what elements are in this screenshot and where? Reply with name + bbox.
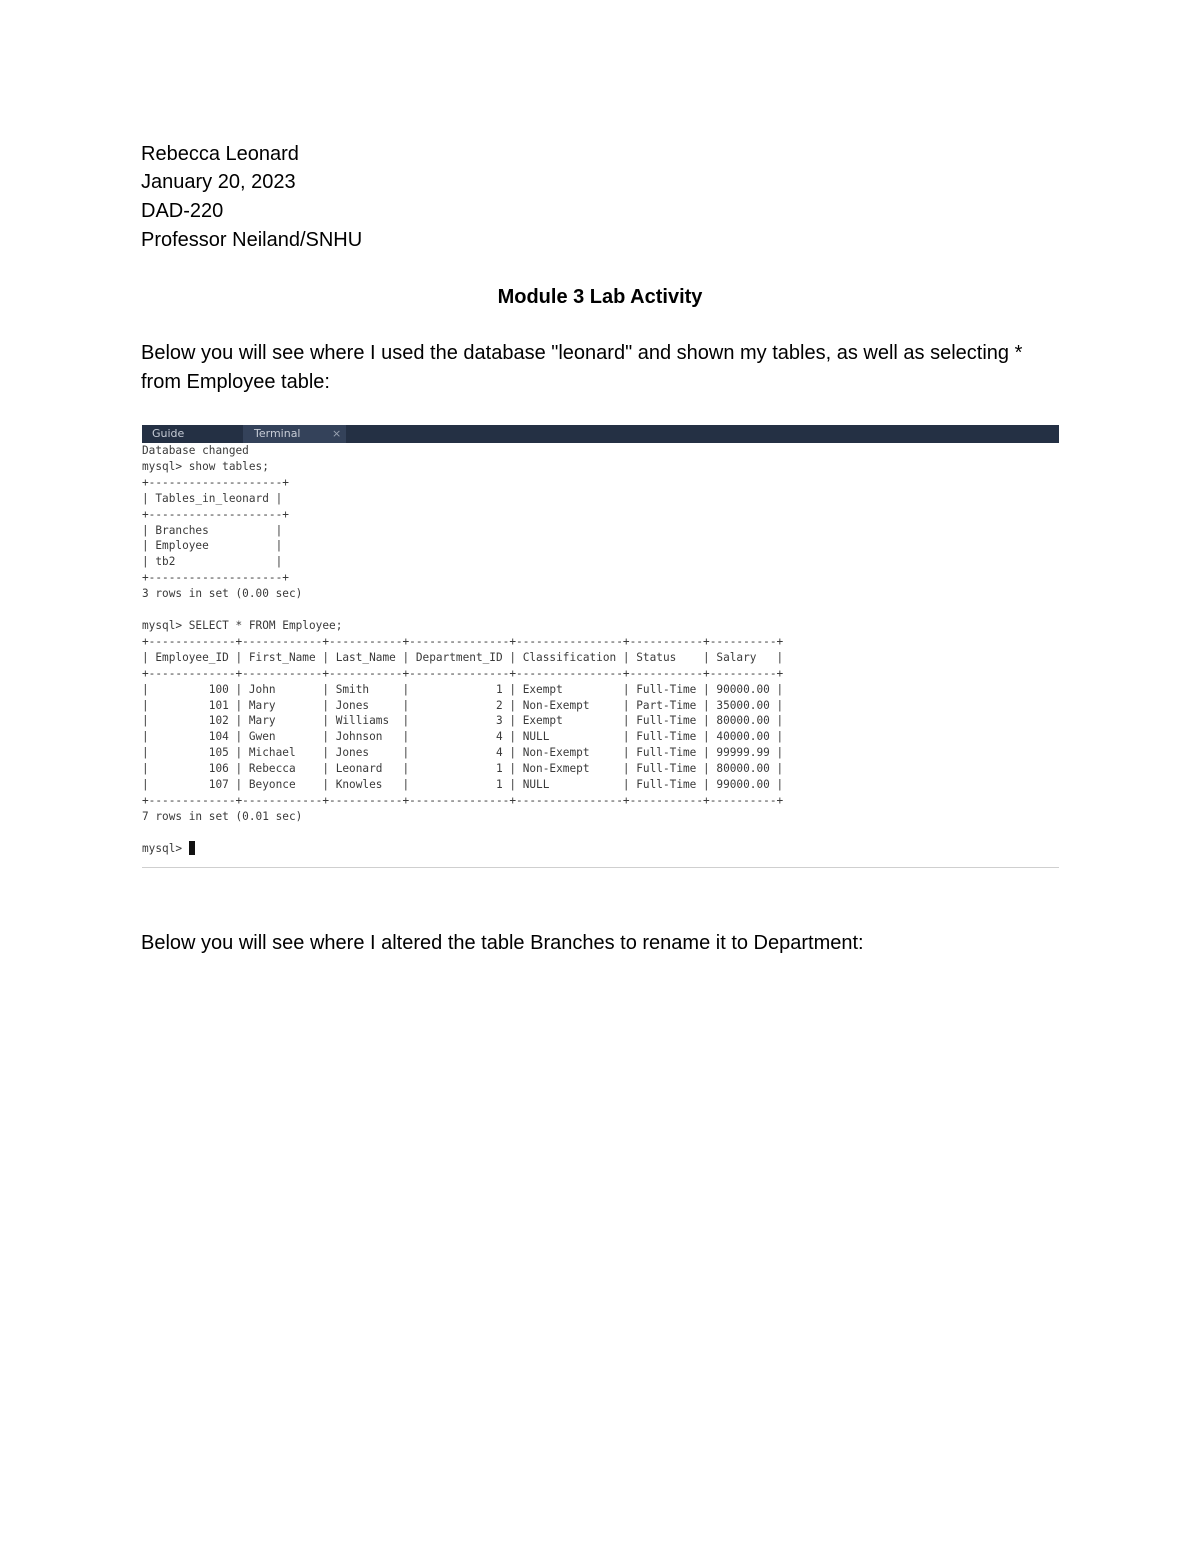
terminal-output bbox=[142, 443, 1059, 867]
terminal-line: | Employee | bbox=[142, 539, 283, 553]
terminal-line: +--------------------+ bbox=[142, 475, 289, 489]
terminal-line: mysql> show tables; bbox=[142, 459, 269, 473]
terminal-line: | 104 | Gwen | Johnson | 4 | NULL | Full-Time | 40000.00 | bbox=[142, 730, 784, 744]
terminal-line: +-------------+------------+-----------+---------------+----------------+-----------+----------+ bbox=[142, 634, 784, 648]
terminal-line: | 105 | Michael | Jones | 4 | Non-Exempt | Full-Time | 99999.99 | bbox=[142, 746, 784, 760]
document-date: January 20, 2023 bbox=[141, 171, 296, 193]
terminal-line: | Branches | bbox=[142, 523, 283, 537]
professor-name: Professor Neiland/SNHU bbox=[141, 229, 363, 251]
document-title: Module 3 Lab Activity bbox=[497, 286, 703, 308]
terminal-line: 7 rows in set (0.01 sec) bbox=[142, 809, 303, 823]
author-name: Rebecca Leonard bbox=[141, 143, 299, 165]
intro-paragraph: Below you will see where I used the database "leonard" and shown my tables, as well as selecting * from Employee table: bbox=[141, 342, 1023, 393]
terminal-line: | 101 | Mary | Jones | 2 | Non-Exempt | Part-Time | 35000.00 | bbox=[142, 698, 784, 712]
terminal-line: +-------------+------------+-----------+---------------+----------------+-----------+----------+ bbox=[142, 793, 784, 807]
close-icon: × bbox=[332, 427, 342, 440]
second-paragraph: Below you will see where I altered the table Branches to rename it to Department: bbox=[141, 932, 864, 954]
tab-terminal bbox=[243, 425, 346, 443]
terminal-line: 3 rows in set (0.00 sec) bbox=[142, 587, 303, 601]
terminal-line: | 102 | Mary | Williams | 3 | Exempt | Full-Time | 80000.00 | bbox=[142, 714, 784, 728]
terminal-line: | tb2 | bbox=[142, 555, 283, 569]
terminal-line: +--------------------+ bbox=[142, 507, 289, 521]
terminal-line: | 107 | Beyonce | Knowles | 1 | NULL | Full-Time | 99000.00 | bbox=[142, 778, 784, 792]
terminal-tab-bar bbox=[142, 425, 1059, 443]
terminal-line: | 100 | John | Smith | 1 | Exempt | Full-Time | 90000.00 | bbox=[142, 682, 784, 696]
course-code: DAD-220 bbox=[141, 200, 224, 222]
terminal-cursor bbox=[189, 841, 195, 855]
terminal-line: +-------------+------------+-----------+---------------+----------------+-----------+----------+ bbox=[142, 666, 784, 680]
terminal-line: | Tables_in_leonard | bbox=[142, 491, 283, 505]
terminal-line: | Employee_ID | First_Name | Last_Name | Department_ID | Classification | Status | Salary | bbox=[142, 650, 784, 664]
terminal-line: +--------------------+ bbox=[142, 571, 289, 585]
tab-terminal-label: Terminal bbox=[254, 427, 301, 440]
terminal-line: | 106 | Rebecca | Leonard | 1 | Non-Exmept | Full-Time | 80000.00 | bbox=[142, 762, 784, 776]
terminal-line: mysql> SELECT * FROM Employee; bbox=[142, 618, 343, 632]
terminal-line: Database changed bbox=[142, 444, 249, 457]
terminal-line: mysql> bbox=[142, 841, 189, 855]
terminal-screenshot bbox=[142, 425, 1059, 868]
tab-guide: Guide bbox=[152, 427, 185, 440]
